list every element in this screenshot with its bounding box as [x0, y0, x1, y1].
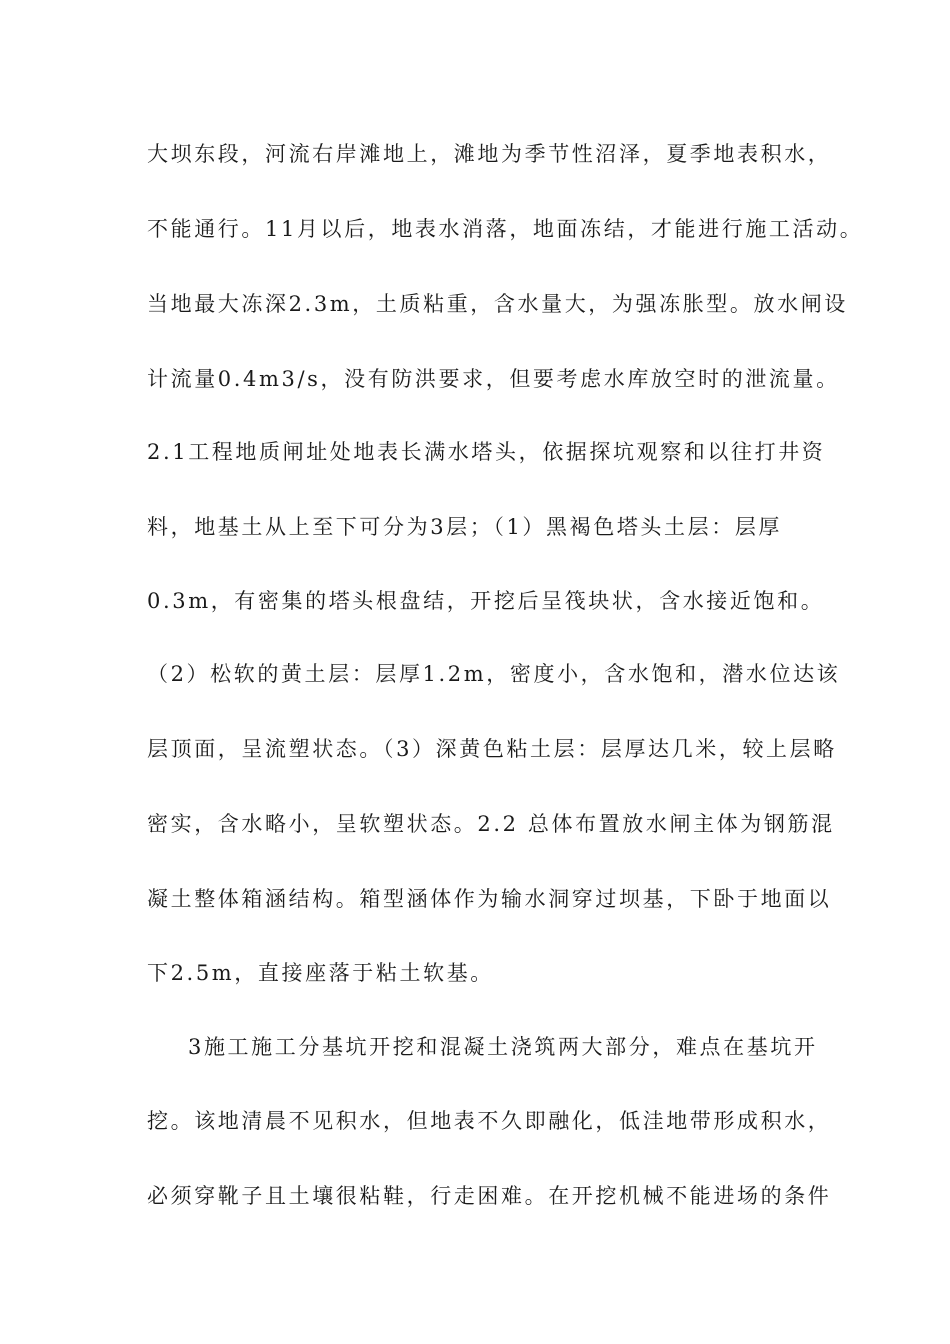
- text-line: 密实，含水略小，呈软塑状态。2.2 总体布置放水闸主体为钢筋混: [147, 812, 835, 836]
- text-line: 0.3m，有密集的塔头根盘结，开挖后呈筏块状，含水接近饱和。: [147, 589, 825, 613]
- text-line: 3施工施工分基坑开挖和混凝土浇筑两大部分，难点在基坑开: [188, 1035, 818, 1059]
- text-line: 必须穿靴子且土壤很粘鞋，行走困难。在开挖机械不能进场的条件: [147, 1184, 832, 1208]
- text-line: 不能通行。11月以后，地表水消落，地面冻结，才能进行施工活动。: [147, 217, 864, 241]
- text-line: 料，地基土从上至下可分为3层；（1）黑褐色塔头土层：层厚: [147, 515, 783, 539]
- text-line: 挖。该地清晨不见积水，但地表不久即融化，低洼地带形成积水，: [147, 1109, 832, 1133]
- text-line: 凝土整体箱涵结构。箱型涵体作为输水洞穿过坝基，下卧于地面以: [147, 887, 832, 911]
- text-line: 2.1工程地质闸址处地表长满水塔头，依据探坑观察和以往打井资: [147, 440, 826, 464]
- text-line: 层顶面，呈流塑状态。（3）深黄色粘土层：层厚达几米，较上层略: [147, 737, 837, 761]
- text-line: （2）松软的黄土层：层厚1.2m，密度小，含水饱和，潜水位达该: [147, 662, 841, 686]
- text-line: 下2.5m，直接座落于粘土软基。: [147, 961, 494, 985]
- text-line: 当地最大冻深2.3m，土质粘重，含水量大，为强冻胀型。放水闸设: [147, 292, 848, 316]
- text-line: 大坝东段，河流右岸滩地上，滩地为季节性沼泽，夏季地表积水，: [147, 142, 832, 166]
- text-line: 计流量0.4m3/s，没有防洪要求，但要考虑水库放空时的泄流量。: [147, 367, 840, 391]
